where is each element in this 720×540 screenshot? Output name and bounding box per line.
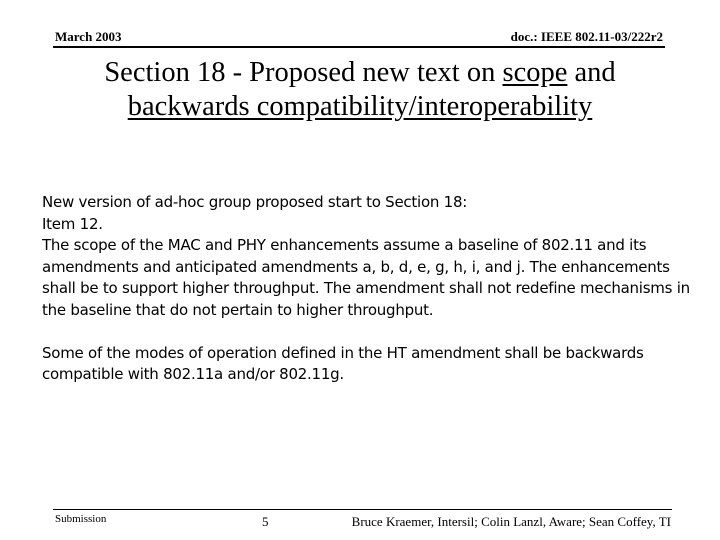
title-compat-link[interactable]: backwards compatibility/interoperability bbox=[127, 91, 593, 122]
header-doc-id: doc.: IEEE 802.11-03/222r2 bbox=[510, 29, 663, 44]
footer-page-number: 5 bbox=[262, 514, 269, 529]
title-scope-link[interactable]: scope bbox=[502, 57, 568, 88]
body-text bbox=[42, 192, 692, 386]
footer-submission: Submission bbox=[55, 513, 107, 525]
header-date: March 2003 bbox=[55, 29, 122, 44]
body-paragraph-compat: Some of the modes of operation defined in the HT amendment shall be backwards compatible with 802.11a and/or 802.11g. bbox=[42, 343, 644, 383]
title-text-and: and bbox=[567, 57, 616, 88]
title-text-start: Section 18 - Proposed new text on bbox=[104, 57, 503, 88]
body-line-scope: The scope of the MAC and PHY enhancements assume a baseline of 802.11 and its amendments and anticipated amendments a, b, d, e, g, h, i, and j. The enhancements shall be to support higher throughput. The amendment shall not redefine mechanisms in the baseline that do not pertain to higher throughput. bbox=[42, 236, 690, 319]
slide-title bbox=[40, 56, 680, 124]
footer-authors: Bruce Kraemer, Intersil; Colin Lanzl, Aware; Sean Coffey, TI bbox=[351, 514, 671, 529]
body-line-intro: New version of ad-hoc group proposed start to Section 18: bbox=[42, 193, 468, 211]
footer-divider bbox=[53, 509, 672, 510]
header-divider bbox=[53, 46, 665, 48]
body-line-item: Item 12. bbox=[42, 214, 103, 233]
